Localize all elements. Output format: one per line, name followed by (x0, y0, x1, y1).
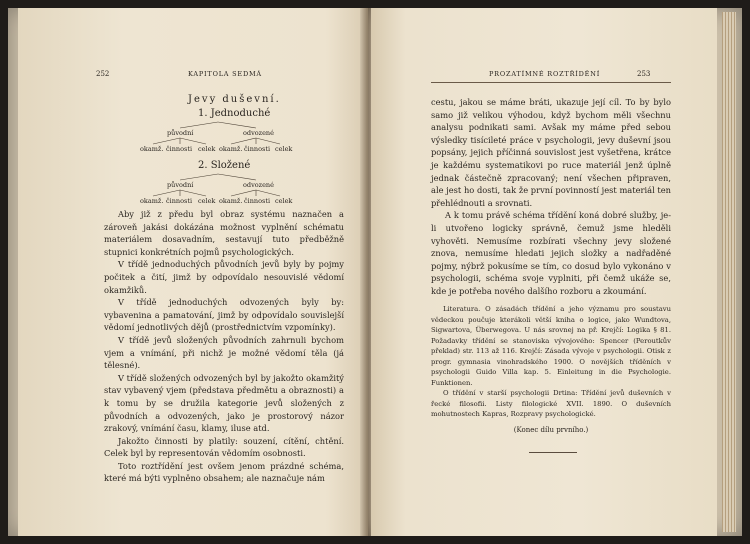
left-page (18, 8, 368, 536)
literature-paragraph: O třídění v starší psychologii Drtina: Třídění jevů duševních v řecké filosofii. Listy filologické XVII. 1890. O duševních mohutnostech Kapras, Rozpravy psychologické. (431, 389, 671, 418)
tree-leaf: činnosti (166, 145, 193, 153)
tree-leaf: celek (198, 197, 216, 205)
paragraph: Jakožto činnosti by platily: souzení, cítění, chtění. Celek byl by representován vědomím osobnosti. (104, 435, 344, 459)
tree-leaf: činnosti (244, 197, 271, 205)
left-page-number: 252 (96, 70, 110, 78)
paragraph: V třídě jednoduchých původních jevů byly by pojmy počitek a čití, jimž by odpovídalo nesouvislé vědomí okamžiků. (104, 259, 344, 295)
literature-note (431, 304, 671, 420)
tree-node: původní (167, 129, 194, 137)
paragraph: cestu, jakou se máme bráti, ukazuje její cíl. To by bylo samo již velikou výhodou, když bychom měli všechnu analysu podnikati sami. Avšak my máme před sebou výsledky tisícileté práce v psychologii, jevy duševní jsou popsány, jejich příčinná souvislost jest vyšetřena, krátce je každému systematikovi po ruce materiál jenž úplně jednak částečně zpracovaný; není všechen připraven, ale jest ho dosti, tak že první povinností jest materiál ten přehlédnouti a srovnati. (431, 97, 671, 208)
paragraph: Toto roztřídění jest ovšem jenom prázdné schéma, které má býti vyplněno obsahem; ale naznačuje nám (104, 460, 344, 484)
header-rule (431, 82, 671, 83)
tree-group1-title: 1. Jednoduché (198, 108, 271, 119)
paragraph: V třídě složených odvozených byl by jakožto okamžitý stav vybavený vjem (představa předmětu a obraznosti) a k tomu by se družila kategorie jevů složených z původních a odvozených, jako je prostorový názor zrakový, vnímání času, klamy, iluse atd. (104, 372, 344, 434)
tree-leaf: celek (275, 197, 293, 205)
right-page (371, 8, 717, 536)
tree-leaf: činnosti (244, 145, 271, 153)
tree-group2-title: 2. Složené (198, 160, 251, 171)
tree-leaf: okamž. (219, 197, 243, 205)
right-page-number: 253 (637, 70, 651, 78)
tree-title: Jevy duševní. (188, 94, 281, 105)
literature-paragraph: Literatura. O zásadách třídění a jeho významu pro soustavu vědeckou poučuje kterákoli větší kniha o logice, jako Wundtova, Sigwartova, Überwegova. U nás srovnej na př. Krejčí: Logika § 81. Požadavky třídění se stanoviska vývojového: Spencer (Peroutkův překlad) str. 113 až 116. Krejčí: Zásada vývoje v psychologii. Otisk z progr. gymnasia vinohradského 1900. O novějších tříděních v psychologii Guido Villa kap. 5. Einleitung in die Psychologie. Funktionen. (431, 305, 671, 387)
open-book (8, 8, 742, 536)
tree-leaf: okamž. (140, 145, 164, 153)
classification-tree (18, 8, 368, 208)
end-note: (Konec dílu prvního.) (513, 426, 589, 434)
left-body-text (104, 208, 344, 485)
paragraph: Aby již z předu byl obraz systému naznačen a zároveň jakási dokázána možnost vyplnění schématu materiálem dosavadním, sestavují tuto předběžně stupnici konkrétních pojmů psychologických. (104, 209, 344, 257)
tree-node: původní (167, 181, 194, 189)
page-edges (722, 12, 736, 532)
paragraph: A k tomu právě schéma třídění koná dobré služby, je-li utvořeno logicky správně, čemuž jsme hleděli vyhověti. Nemusíme rozbírati všechny jevy složené znova, nemusíme hledati jejich složky a nadřaděné pojmy, nýbrž pokusíme se tím, co dosud bylo vykonáno v psychologii, schéma svoje vyplniti, při čemž ukáže se, kde je potřeba nového dalšího rozboru a zkoumání. (431, 210, 671, 296)
tree-leaf: celek (275, 145, 293, 153)
tree-node: odvozené (243, 129, 274, 137)
left-running-head: KAPITOLA SEDMÁ (188, 70, 262, 78)
right-body-text (431, 96, 671, 298)
tree-leaf: celek (198, 145, 216, 153)
right-running-head: PROZATÍMNÉ ROZTŘÍDĚNÍ (489, 70, 601, 78)
tree-leaf: okamž. (140, 197, 164, 205)
end-rule (529, 452, 577, 453)
tree-leaf: činnosti (166, 197, 193, 205)
tree-leaf: okamž. (219, 145, 243, 153)
tree-node: odvozené (243, 181, 274, 189)
paragraph: V třídě jednoduchých odvozených byly by: vybavenina a pamatování, jimž by odpovídalo souvislejší vědomí jednotlivých dějů (prostřednictvím vzpomínky). (104, 297, 344, 333)
paragraph: V třídě jevů složených původních zahrnuli bychom vjem a vnímání, při nichž je možné vědomí těla (já tělesné). (104, 334, 344, 371)
